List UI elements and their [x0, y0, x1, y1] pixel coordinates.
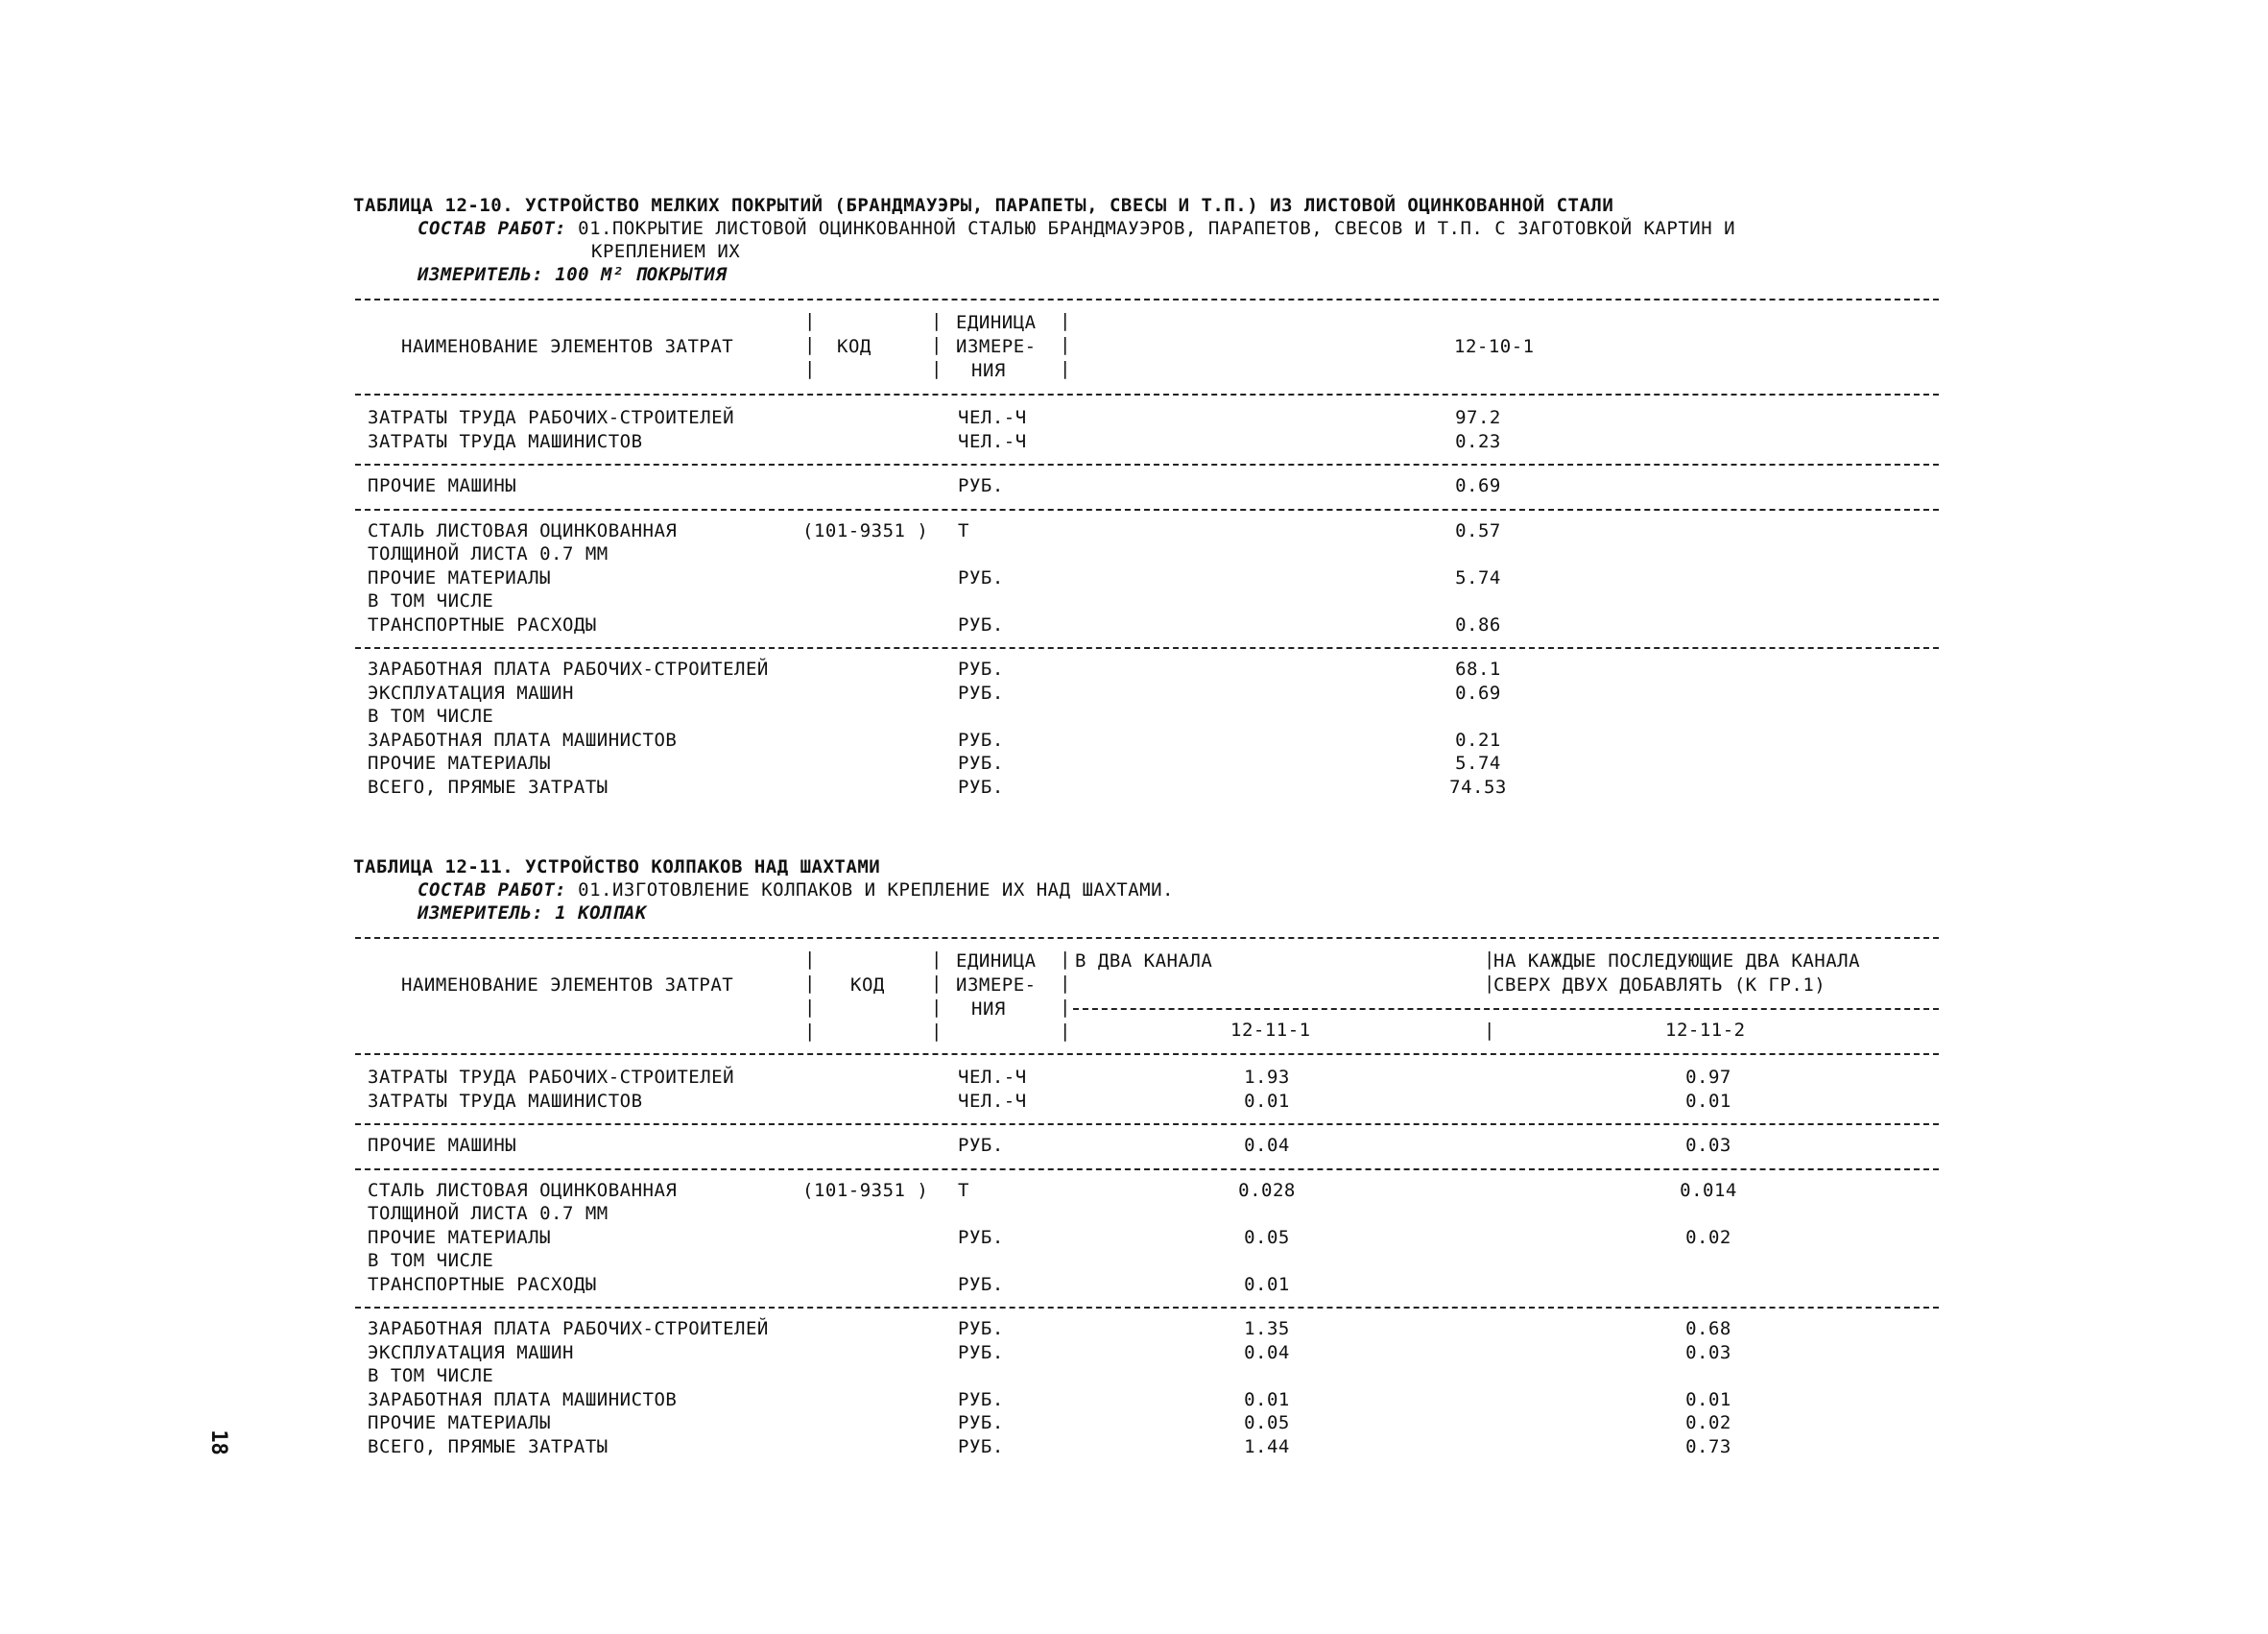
row-value-col2: 0.73	[1685, 1435, 1731, 1457]
table1-header-unit2: ИЗМЕРЕ-	[956, 336, 1037, 357]
table2-subheader-rule	[1073, 1008, 1939, 1010]
row-unit: Т	[958, 1179, 969, 1201]
table2-header-group2b: СВЕРХ ДВУХ ДОБАВЛЯТЬ (К ГР.1)	[1493, 974, 1826, 996]
row-name: ПРОЧИЕ МАТЕРИАЛЫ	[368, 566, 552, 589]
table2-header-name: НАИМЕНОВАНИЕ ЭЛЕМЕНТОВ ЗАТРАТ	[401, 974, 734, 996]
row-name: ЗАРАБОТНАЯ ПЛАТА МАШИНИСТОВ	[368, 1388, 678, 1410]
table2-divider-values: | | | |	[1060, 949, 1071, 1042]
table2-header-rule	[355, 1053, 1939, 1055]
row-value-col2: 0.68	[1685, 1318, 1731, 1339]
row-unit: РУБ.	[958, 566, 1004, 589]
row-name: ПРОЧИЕ МАТЕРИАЛЫ	[368, 1412, 552, 1433]
row-value-col1: 1.93	[1244, 1067, 1290, 1088]
row-value-col2: 0.97	[1685, 1067, 1731, 1088]
row-value-col2: 0.03	[1685, 1341, 1731, 1363]
row-unit: РУБ.	[958, 1435, 1004, 1457]
table2-header-group2a: НА КАЖДЫЕ ПОСЛЕДУЮЩИЕ ДВА КАНАЛА	[1493, 950, 1861, 972]
row-value-col1: 0.21	[1455, 729, 1501, 751]
row-value-col1: 0.23	[1455, 430, 1501, 452]
row-value-col1: 0.05	[1244, 1226, 1290, 1248]
row-unit: ЧЕЛ.-Ч	[958, 1067, 1027, 1088]
row-name: ЗАРАБОТНАЯ ПЛАТА РАБОЧИХ-СТРОИТЕЛЕЙ	[368, 659, 769, 680]
row-unit: РУБ.	[958, 613, 1004, 636]
row-value-col1: 0.01	[1244, 1273, 1290, 1295]
table1-meter-label: ИЗМЕРИТЕЛЬ:	[418, 264, 544, 285]
row-name: ЭКСПЛУАТАЦИЯ МАШИН	[368, 1341, 574, 1363]
table2-header-group1: В ДВА КАНАЛА	[1075, 950, 1213, 972]
table2-work-label: СОСТАВ РАБОТ:	[418, 879, 567, 901]
table2-divider-col2: |	[1484, 1020, 1495, 1041]
row-code: (101-9351 )	[802, 1179, 929, 1201]
row-value-col1: 0.028	[1238, 1179, 1296, 1201]
row-unit: ЧЕЛ.-Ч	[958, 1090, 1027, 1112]
table1-work-label: СОСТАВ РАБОТ:	[418, 218, 567, 239]
row-value-col1: 0.04	[1244, 1341, 1290, 1363]
table2-work-text: 01.ИЗГОТОВЛЕНИЕ КОЛПАКОВ И КРЕПЛЕНИЕ ИХ НАД ШАХТАМИ.	[578, 879, 1174, 901]
table1-header-code: КОД	[837, 336, 871, 357]
table2-divider-group2: | |	[1484, 949, 1495, 994]
row-name: СТАЛЬ ЛИСТОВАЯ ОЦИНКОВАННАЯ	[368, 519, 678, 541]
table2-header-unit2: ИЗМЕРЕ-	[956, 974, 1037, 996]
row-name: ПРОЧИЕ МАШИНЫ	[368, 1135, 517, 1156]
row-unit: РУБ.	[958, 1388, 1004, 1410]
table2-header-col2: 12-11-2	[1665, 1020, 1746, 1041]
row-name: В ТОМ ЧИСЛЕ	[368, 1365, 494, 1386]
row-name: СТАЛЬ ЛИСТОВАЯ ОЦИНКОВАННАЯ	[368, 1179, 678, 1201]
table2-top-rule	[355, 937, 1939, 939]
row-value-col1: 0.01	[1244, 1090, 1290, 1112]
row-name: ТОЛЩИНОЙ ЛИСТА 0.7 ММ	[368, 543, 609, 565]
table2-divider-unit: | | | |	[931, 949, 943, 1042]
row-value-col1: 1.44	[1244, 1435, 1290, 1457]
row-unit: РУБ.	[958, 475, 1004, 496]
table1-header-rule	[355, 394, 1939, 396]
group-separator-rule	[355, 1307, 1939, 1309]
table2-meter-label: ИЗМЕРИТЕЛЬ:	[418, 902, 544, 924]
table2-header-col1: 12-11-1	[1230, 1020, 1311, 1041]
row-value-col1: 68.1	[1455, 659, 1501, 680]
row-unit: РУБ.	[958, 659, 1004, 680]
table2-header-unit3: НИЯ	[971, 998, 1006, 1020]
table2-header-code: КОД	[850, 974, 885, 996]
row-name: ПРОЧИЕ МАШИНЫ	[368, 475, 517, 496]
row-value-col1: 0.69	[1455, 475, 1501, 496]
table1-work-text: 01.ПОКРЫТИЕ ЛИСТОВОЙ ОЦИНКОВАННОЙ СТАЛЬЮ БРАНДМАУЭРОВ, ПАРАПЕТОВ, СВЕСОВ И Т.П. С ЗАГОТОВКОЙ КАРТИН И	[578, 218, 1736, 239]
row-unit: РУБ.	[958, 1135, 1004, 1156]
row-name: ПРОЧИЕ МАТЕРИАЛЫ	[368, 753, 552, 774]
row-name: ЗАРАБОТНАЯ ПЛАТА МАШИНИСТОВ	[368, 729, 678, 751]
row-value-col1: 5.74	[1455, 753, 1501, 774]
row-value-col1: 1.35	[1244, 1318, 1290, 1339]
row-unit: РУБ.	[958, 776, 1004, 798]
table1-meter	[418, 264, 727, 285]
table1-meter-text: 100 М² ПОКРЫТИЯ	[555, 264, 728, 285]
row-name: В ТОМ ЧИСЛЕ	[368, 1250, 494, 1271]
row-value-col1: 5.74	[1455, 566, 1501, 589]
row-unit: ЧЕЛ.-Ч	[958, 430, 1027, 452]
row-value-col2: 0.02	[1685, 1226, 1731, 1248]
table1-header-unit3: НИЯ	[971, 360, 1006, 381]
row-value-col2: 0.01	[1685, 1388, 1731, 1410]
table1-header-col1: 12-10-1	[1454, 336, 1535, 357]
row-unit: РУБ.	[958, 1412, 1004, 1433]
table2-work	[418, 879, 1174, 901]
row-unit: РУБ.	[958, 1341, 1004, 1363]
row-name: ЗАТРАТЫ ТРУДА РАБОЧИХ-СТРОИТЕЛЕЙ	[368, 407, 735, 428]
table1-header-unit1: ЕДИНИЦА	[956, 312, 1037, 333]
row-value-col2: 0.02	[1685, 1412, 1731, 1433]
row-name: ТРАНСПОРТНЫЕ РАСХОДЫ	[368, 613, 597, 636]
row-name: ТРАНСПОРТНЫЕ РАСХОДЫ	[368, 1273, 597, 1295]
table1-divider-values: | | |	[1060, 310, 1071, 379]
row-name: ЗАТРАТЫ ТРУДА МАШИНИСТОВ	[368, 430, 643, 452]
row-unit: РУБ.	[958, 1273, 1004, 1295]
table1-work-text2: КРЕПЛЕНИЕМ ИХ	[591, 241, 741, 262]
table1-work	[418, 218, 1735, 239]
row-name: ВСЕГО, ПРЯМЫЕ ЗАТРАТЫ	[368, 776, 609, 798]
row-value-col1: 0.05	[1244, 1412, 1290, 1433]
row-value-col1: 0.04	[1244, 1135, 1290, 1156]
row-value-col1: 0.01	[1244, 1388, 1290, 1410]
row-value-col2: 0.01	[1685, 1090, 1731, 1112]
row-unit: РУБ.	[958, 753, 1004, 774]
table2-meter-text: 1 КОЛПАК	[555, 902, 647, 924]
row-value-col2: 0.03	[1685, 1135, 1731, 1156]
row-name: ЗАТРАТЫ ТРУДА РАБОЧИХ-СТРОИТЕЛЕЙ	[368, 1067, 735, 1088]
table1-header-name: НАИМЕНОВАНИЕ ЭЛЕМЕНТОВ ЗАТРАТ	[401, 336, 734, 357]
row-value-col1: 97.2	[1455, 407, 1501, 428]
row-unit: РУБ.	[958, 1226, 1004, 1248]
row-name: В ТОМ ЧИСЛЕ	[368, 590, 494, 612]
table1-divider-unit: | | |	[931, 310, 943, 379]
row-name: ЗАРАБОТНАЯ ПЛАТА РАБОЧИХ-СТРОИТЕЛЕЙ	[368, 1318, 769, 1339]
row-value-col1: 0.69	[1455, 682, 1501, 704]
row-value-col2: 0.014	[1680, 1179, 1737, 1201]
row-unit: ЧЕЛ.-Ч	[958, 407, 1027, 428]
group-separator-rule	[355, 509, 1939, 511]
table2-divider-code: | | | |	[804, 949, 816, 1042]
row-value-col1: 0.57	[1455, 519, 1501, 541]
row-unit: РУБ.	[958, 1318, 1004, 1339]
group-separator-rule	[355, 464, 1939, 466]
row-name: ТОЛЩИНОЙ ЛИСТА 0.7 ММ	[368, 1203, 609, 1224]
row-name: В ТОМ ЧИСЛЕ	[368, 706, 494, 727]
row-name: ПРОЧИЕ МАТЕРИАЛЫ	[368, 1226, 552, 1248]
table1-divider-code: | | |	[804, 310, 816, 379]
group-separator-rule	[355, 1168, 1939, 1170]
group-separator-rule	[355, 647, 1939, 649]
table1-top-rule	[355, 299, 1939, 300]
table2-title: ТАБЛИЦА 12-11. УСТРОЙСТВО КОЛПАКОВ НАД ШАХТАМИ	[353, 856, 881, 877]
row-name: ВСЕГО, ПРЯМЫЕ ЗАТРАТЫ	[368, 1435, 609, 1457]
table1-title: ТАБЛИЦА 12-10. УСТРОЙСТВО МЕЛКИХ ПОКРЫТИЙ (БРАНДМАУЭРЫ, ПАРАПЕТЫ, СВЕСЫ И Т.П.) ИЗ ЛИСТОВОЙ ОЦИНКОВАННОЙ СТАЛИ	[353, 195, 1614, 216]
row-unit: Т	[958, 519, 969, 541]
row-unit: РУБ.	[958, 682, 1004, 704]
page-number: 18	[205, 1430, 230, 1455]
group-separator-rule	[355, 1123, 1939, 1125]
row-code: (101-9351 )	[802, 519, 929, 541]
row-value-col1: 0.86	[1455, 613, 1501, 636]
row-value-col1: 74.53	[1449, 776, 1507, 798]
row-unit: РУБ.	[958, 729, 1004, 751]
row-name: ЭКСПЛУАТАЦИЯ МАШИН	[368, 682, 574, 704]
table2-meter	[418, 902, 647, 924]
table2-header-unit1: ЕДИНИЦА	[956, 950, 1037, 972]
row-name: ЗАТРАТЫ ТРУДА МАШИНИСТОВ	[368, 1090, 643, 1112]
